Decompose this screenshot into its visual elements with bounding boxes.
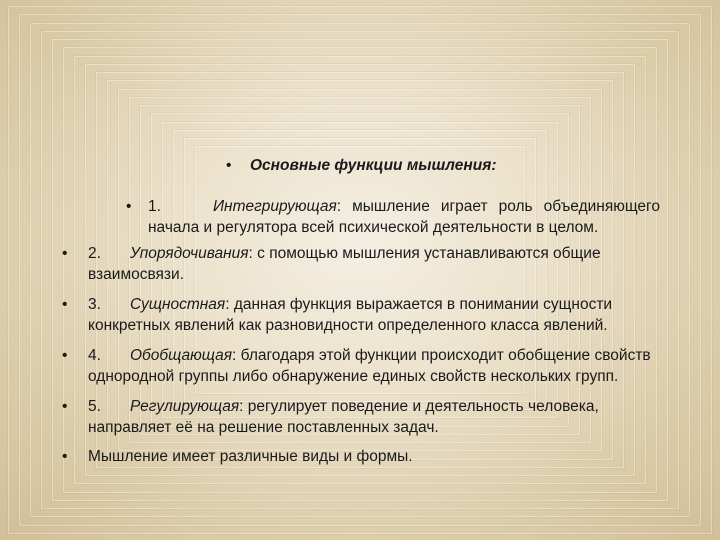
item-text: : с помощью мышления устанавливаются общие взаимосвязи. [88,245,601,283]
item-text: : благодаря этой функции происходит обобщение свойств однородной группы либо обнаружение единых свойств нескольких групп. [88,347,651,385]
closing-text: Мышление имеет различные виды и формы. [88,448,413,465]
item-number: 4. [88,347,101,364]
bullet-icon: • [62,245,68,262]
list-item-2 [62,243,662,285]
item-text: : мышление играет роль объединяющего начала и регулятора всей психической деятельности в целом. [148,198,660,236]
bullet-icon: • [126,198,132,215]
bullet-icon: • [226,157,232,174]
item-text: : регулирует поведение и деятельность человека, направляет её на решение поставленных задач. [88,398,599,436]
bullet-icon: • [62,398,68,415]
title-text: Основные функции мышления: [250,157,497,174]
item-term: Интегрирующая [212,198,337,215]
item-term: Регулирующая [130,398,240,415]
bullet-icon: • [62,296,68,313]
list-item-3 [62,294,662,336]
item-number: 5. [88,398,101,415]
item-text: : данная функция выражается в понимании сущности конкретных явлений как разновидности определенного класса явлений. [88,296,613,334]
item-number: 2. [88,245,101,262]
bullet-icon: • [62,347,68,364]
item-term: Обобщающая [130,347,233,364]
list-item-1 [126,196,660,238]
item-number: 3. [88,296,101,313]
item-number: 1. [148,198,161,215]
bullet-icon: • [62,448,68,465]
closing-line [62,446,662,467]
item-term: Сущностная [130,296,226,313]
item-term: Упорядочивания [130,245,249,262]
list-item-5 [62,396,662,438]
list-item-4 [62,345,662,387]
slide-title [226,155,626,176]
